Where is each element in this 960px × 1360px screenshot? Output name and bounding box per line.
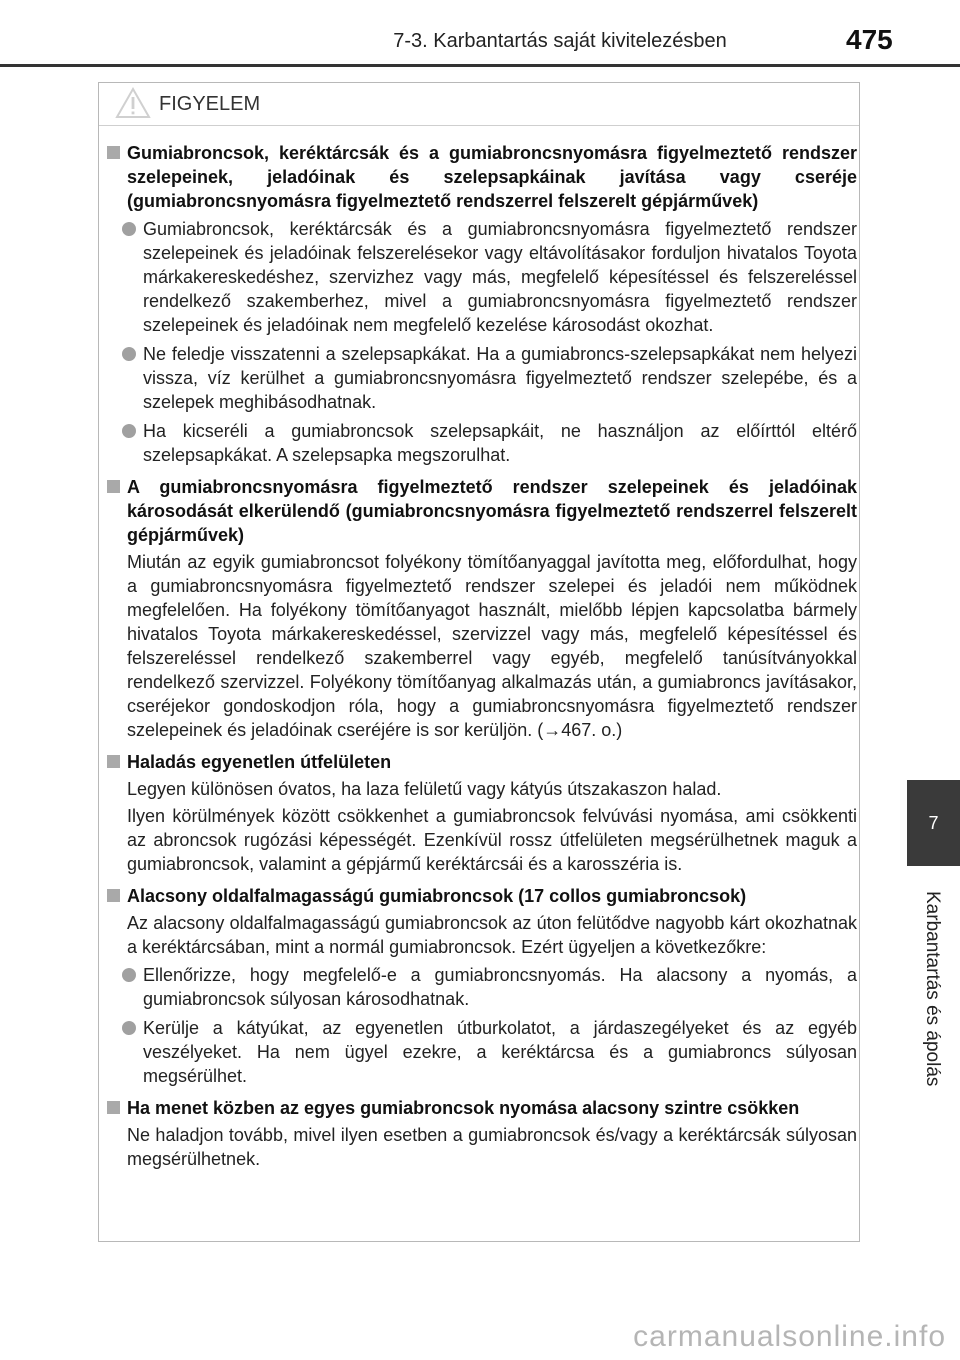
warning-label: FIGYELEM <box>159 93 261 115</box>
section-heading: A gumiabroncsnyomásra figyelmeztető rendszer szelepeinek és jeladóinak károsodását elkerülendő (gumiabroncsnyomásra figyelmeztető rendszerrel felszerelt gépjárművek) <box>105 475 857 547</box>
warning-header <box>99 83 859 126</box>
warning-section-low-pressure <box>105 1096 857 1171</box>
bullet-item: Ellenőrizze, hogy megfelelő-e a gumiabroncsnyomás. Ha alacsony a nyomás, a gumiabroncsok súlyosan károsodhatnak. <box>105 963 857 1011</box>
section-paragraph: Legyen különösen óvatos, ha laza felületű vagy kátyús útszakaszon halad. <box>127 779 722 799</box>
warning-section-uneven-road <box>105 750 857 876</box>
section-heading: Gumiabroncsok, keréktárcsák és a gumiabroncsnyomásra figyelmeztető rendszer szelepeinek, jeladóinak és szelepsapkáinak javítása vagy cseréje (gumiabroncsnyomásra figyelmeztető rendszerrel felszerelt gépjárművek) <box>105 141 857 213</box>
page-number: 475 <box>846 24 893 55</box>
section-heading: Alacsony oldalfalmagasságú gumiabroncsok (17 collos gumiabroncsok) <box>105 884 857 908</box>
section-paragraph: Miután az egyik gumiabroncsot folyékony tömítőanyaggal javította meg, előfordulhat, hogy a gumiabroncsnyomásra figyelmeztető rendszer szelepei és jeladói nem működnek megfelelően. Ha folyékony tömítőanyagot használt, mielőbb lépjen kapcsolatba bármely hivatalos Toyota márkakereskedéssel, szervizzel vagy más, megfelelő képesítéssel és felszereléssel rendelkező szakemberrel vagy egyéb, megfelelő tanúsítványokkal rendelkező szervizzel. Folyékony tömítőanyag alkalmazás után, a gumiabroncs javításakor, cseréjekor gondoskodjon róla, hogy a gumiabroncsnyomásra figyelmeztető rendszer szelepeinek és jeladóinak cseréjére is sor kerüljön. (→467. o.) <box>127 552 857 740</box>
bullet-item: Gumiabroncsok, keréktárcsák és a gumiabroncsnyomásra figyelmeztető rendszer szelepeinek és jeladóinak felszerelésekor vagy eltávolításakor forduljon hivatalos Toyota márkakereskedéshez, szervizhez vagy más, megfelelő képesítéssel és felszereléssel rendelkező szakemberhez, mivel a gumiabroncsnyomásra figyelmeztető rendszer szelepeinek és jeladóinak nem megfelelő kezelése károsodást okozhat. <box>105 217 857 337</box>
header-divider <box>0 64 960 67</box>
section-heading: Ha menet közben az egyes gumiabroncsok nyomása alacsony szintre csökken <box>105 1096 857 1120</box>
chapter-title: 7-3. Karbantartás saját kivitelezésben <box>393 30 727 52</box>
bullet-item: Ne feledje visszatenni a szelepsapkákat. Ha a gumiabroncs-szelepsapkákat nem helyezi vissza, víz kerülhet a gumiabroncsnyomásra figyelmeztető rendszer szelepébe, és a szelepek meghibásodhatnak. <box>105 342 857 414</box>
section-heading: Haladás egyenetlen útfelületen <box>105 750 857 774</box>
warning-section-low-profile-tires <box>105 884 857 1088</box>
section-paragraph: Ne haladjon tovább, mivel ilyen esetben a gumiabroncsok és/vagy a keréktárcsák súlyosan megsérülhetnek. <box>127 1125 857 1169</box>
bullet-item: Kerülje a kátyúkat, az egyenetlen útburkolatot, a járdaszegélyeket és az egyéb veszélyeket. Ha nem ügyel ezekre, a keréktárcsa és a gumiabroncs súlyosan megsérülhet. <box>105 1016 857 1088</box>
bullet-item: Ha kicseréli a gumiabroncsok szelepsapkáit, ne használjon az előírttól eltérő szelepsapkákat. A szelepsapka megszorulhat. <box>105 419 857 467</box>
section-paragraph: Az alacsony oldalfalmagasságú gumiabroncsok az úton felütődve nagyobb kárt okozhatnak a keréktárcsában, mint a normál gumiabroncsok. Ezért ügyeljen a következőkre: <box>127 913 857 957</box>
watermark: carmanualsonline.info <box>633 1320 946 1353</box>
warning-content <box>105 141 857 1179</box>
warning-box <box>98 82 860 1242</box>
section-paragraph: Ilyen körülmények között csökkenhet a gumiabroncsok felvúvási nyomása, ami csökkenti az abroncsok rugózási képességét. Ezenkívül rossz útfelületen megsérülhetnek maguk a gumiabroncsok, valamint a gépjármű keréktárcsái és a karosszéria is. <box>127 806 857 874</box>
warning-section-valves-repair <box>105 141 857 467</box>
chapter-tab-number[interactable]: 7 <box>907 780 960 866</box>
warning-triangle-icon <box>115 87 151 124</box>
warning-section-avoid-damage <box>105 475 857 742</box>
chapter-tab-label: Karbantartás és ápolás <box>922 891 943 1087</box>
